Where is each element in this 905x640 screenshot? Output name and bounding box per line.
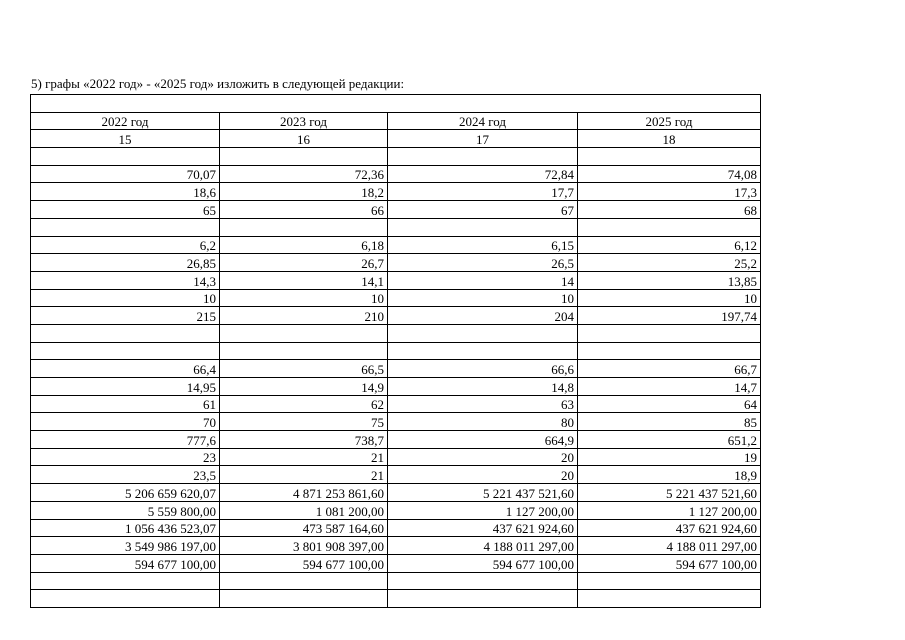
table-cell [31,148,220,166]
table-top-row [31,95,761,113]
table-cell: 26,5 [388,254,578,272]
table-row [31,218,761,236]
table-cell: 4 188 011 297,00 [388,537,578,555]
table-cell: 197,74 [578,307,761,325]
table-row [31,378,761,396]
table-cell [220,148,388,166]
table-cell: 437 621 924,60 [578,519,761,537]
table-top-cell [31,95,761,113]
table-cell: 25,2 [578,254,761,272]
table-cell: 5 559 800,00 [31,501,220,519]
table-cell: 777,6 [31,431,220,449]
table-cell [220,342,388,360]
table-cell: 62 [220,395,388,413]
table-cell: 594 677 100,00 [578,554,761,572]
table-cell [220,218,388,236]
column-number-16: 16 [220,130,388,148]
table-cell: 1 081 200,00 [220,501,388,519]
table-cell [388,342,578,360]
table-cell: 74,08 [578,165,761,183]
column-number-18: 18 [578,130,761,148]
table-cell: 10 [220,289,388,307]
table-cell: 61 [31,395,220,413]
table-cell [578,148,761,166]
table-cell: 14,8 [388,378,578,396]
table-cell: 10 [31,289,220,307]
table-cell: 4 871 253 861,60 [220,484,388,502]
table-cell: 23 [31,448,220,466]
table-cell: 66,4 [31,360,220,378]
table-cell: 210 [220,307,388,325]
table-row [31,590,761,608]
table-row [31,165,761,183]
table-cell: 215 [31,307,220,325]
table-cell: 75 [220,413,388,431]
table-cell: 5 221 437 521,60 [578,484,761,502]
table-cell: 594 677 100,00 [220,554,388,572]
column-number-17: 17 [388,130,578,148]
table-row [31,254,761,272]
table-row [31,201,761,219]
table-cell: 14,1 [220,271,388,289]
table-cell [388,218,578,236]
table-row [31,324,761,342]
table-cell: 20 [388,466,578,484]
table-row [31,484,761,502]
table-cell: 14 [388,271,578,289]
table-cell: 17,3 [578,183,761,201]
table-cell: 5 206 659 620,07 [31,484,220,502]
table-cell: 10 [578,289,761,307]
header-2023: 2023 год [220,112,388,130]
table-row [31,289,761,307]
table-cell [388,590,578,608]
column-number-row [31,130,761,148]
table-cell [578,324,761,342]
budget-table-body [31,95,761,608]
table-cell [31,590,220,608]
table-row [31,236,761,254]
table-row [31,148,761,166]
table-cell [578,572,761,590]
table-cell: 66,6 [388,360,578,378]
table-cell: 1 127 200,00 [578,501,761,519]
table-cell: 738,7 [220,431,388,449]
table-cell: 18,6 [31,183,220,201]
table-cell: 70,07 [31,165,220,183]
table-cell: 10 [388,289,578,307]
column-number-15: 15 [31,130,220,148]
table-cell: 6,15 [388,236,578,254]
table-cell: 13,85 [578,271,761,289]
table-cell: 21 [220,466,388,484]
table-cell: 80 [388,413,578,431]
table-cell: 473 587 164,60 [220,519,388,537]
table-cell: 17,7 [388,183,578,201]
table-row [31,448,761,466]
table-cell: 85 [578,413,761,431]
table-cell: 21 [220,448,388,466]
table-row [31,554,761,572]
table-cell: 14,3 [31,271,220,289]
table-cell [578,590,761,608]
table-cell: 14,95 [31,378,220,396]
table-cell: 6,12 [578,236,761,254]
table-row [31,466,761,484]
table-cell: 19 [578,448,761,466]
table-cell: 66,5 [220,360,388,378]
table-cell: 6,18 [220,236,388,254]
table-cell [220,590,388,608]
header-2024: 2024 год [388,112,578,130]
table-cell: 66,7 [578,360,761,378]
table-cell [388,324,578,342]
table-cell: 18,2 [220,183,388,201]
table-cell: 70 [31,413,220,431]
table-cell: 18,9 [578,466,761,484]
table-cell: 68 [578,201,761,219]
table-cell: 5 221 437 521,60 [388,484,578,502]
table-cell [31,572,220,590]
table-cell [220,572,388,590]
table-cell: 65 [31,201,220,219]
table-cell: 1 127 200,00 [388,501,578,519]
budget-table [30,94,761,608]
table-row [31,395,761,413]
table-cell: 651,2 [578,431,761,449]
table-row [31,501,761,519]
table-cell: 3 801 908 397,00 [220,537,388,555]
table-cell: 26,85 [31,254,220,272]
table-cell: 26,7 [220,254,388,272]
table-cell: 72,36 [220,165,388,183]
table-cell: 664,9 [388,431,578,449]
header-2022: 2022 год [31,112,220,130]
table-cell [220,324,388,342]
table-row [31,537,761,555]
table-row [31,183,761,201]
header-row [31,112,761,130]
table-cell: 14,9 [220,378,388,396]
table-row [31,342,761,360]
table-row [31,271,761,289]
table-row [31,307,761,325]
table-cell: 594 677 100,00 [31,554,220,572]
table-cell: 594 677 100,00 [388,554,578,572]
table-cell [31,342,220,360]
table-row [31,413,761,431]
table-row [31,519,761,537]
table-cell: 23,5 [31,466,220,484]
table-cell: 20 [388,448,578,466]
header-2025: 2025 год [578,112,761,130]
table-cell: 6,2 [31,236,220,254]
table-cell: 66 [220,201,388,219]
table-cell: 4 188 011 297,00 [578,537,761,555]
table-cell [388,572,578,590]
table-row [31,572,761,590]
table-row [31,360,761,378]
table-cell: 14,7 [578,378,761,396]
table-cell: 64 [578,395,761,413]
table-cell: 3 549 986 197,00 [31,537,220,555]
amendment-caption: 5) графы «2022 год» - «2025 год» изложить в следующей редакции: [31,76,405,91]
table-cell [388,148,578,166]
table-cell [31,218,220,236]
table-cell: 1 056 436 523,07 [31,519,220,537]
table-cell [578,342,761,360]
table-cell: 437 621 924,60 [388,519,578,537]
table-cell: 72,84 [388,165,578,183]
table-cell: 204 [388,307,578,325]
table-cell [578,218,761,236]
table-row [31,431,761,449]
table-cell [31,324,220,342]
table-cell: 63 [388,395,578,413]
table-cell: 67 [388,201,578,219]
